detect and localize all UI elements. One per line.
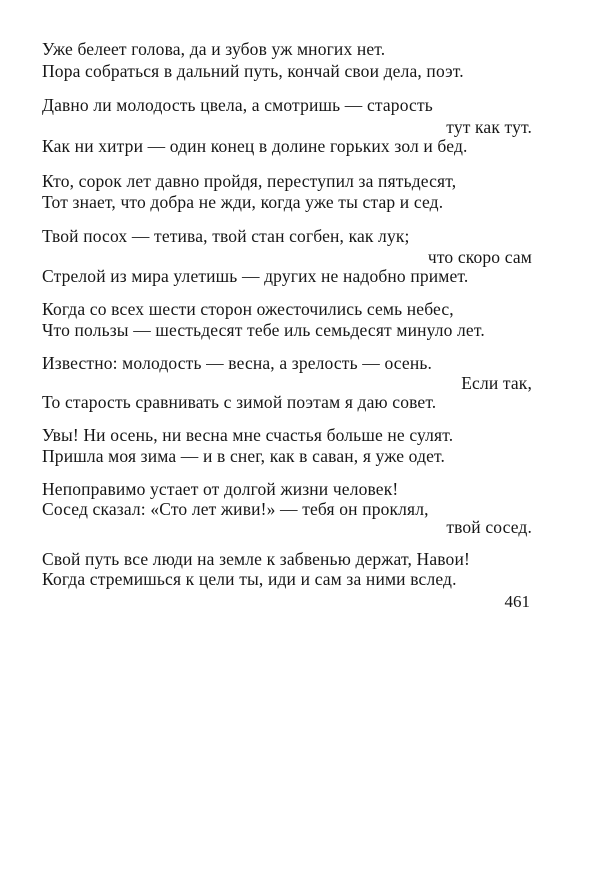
poem-line: Сосед сказал: «Сто лет живи!» — тебя он проклял, xyxy=(42,499,429,519)
poem-line: Что пользы — шестьдесят тебе иль семьдесят минуло лет. xyxy=(42,320,485,340)
poem-line: Уже белеет голова, да и зубов уж многих нет. xyxy=(42,39,386,59)
poem-line: Увы! Ни осень, ни весна мне счастья больше не сулят. xyxy=(42,425,454,445)
poem-line: Свой путь все люди на земле к забвенью держат, Навои! xyxy=(42,549,470,569)
poem-line: Давно ли молодость цвела, а смотришь — старость xyxy=(42,95,433,115)
poem-line: То старость сравнивать с зимой поэтам я даю совет. xyxy=(42,392,437,412)
poem-line-continuation: твой сосед. xyxy=(446,517,532,537)
poem-line: Как ни хитри — один конец в долине горьких зол и бед. xyxy=(42,136,468,156)
page-number: 461 xyxy=(504,592,530,611)
poem-line: Твой посох — тетива, твой стан согбен, как лук; xyxy=(42,226,410,246)
poem-line: Непоправимо устает от долгой жизни человек! xyxy=(42,479,399,499)
poem-line: Когда стремишься к цели ты, иди и сам за ними вслед. xyxy=(42,569,457,589)
poem-line-continuation: Если так, xyxy=(461,373,532,393)
poem-line-continuation: тут как тут. xyxy=(446,117,532,137)
poem-line: Пришла моя зима — и в снег, как в саван, я уже одет. xyxy=(42,446,446,466)
poem-line: Тот знает, что добра не жди, когда уже ты стар и сед. xyxy=(42,192,444,212)
poem-line: Известно: молодость — весна, а зрелость — осень. xyxy=(42,353,432,373)
poem-line: Когда со всех шести сторон ожесточились семь небес, xyxy=(42,299,454,319)
poem-line: Стрелой из мира улетишь — других не надобно примет. xyxy=(42,266,469,286)
poem-line: Кто, сорок лет давно пройдя, переступил за пятьдесят, xyxy=(42,171,457,191)
poem-line: Пора собраться в дальний путь, кончай свои дела, поэт. xyxy=(42,61,464,81)
poem-line-continuation: что скоро сам xyxy=(427,247,532,267)
